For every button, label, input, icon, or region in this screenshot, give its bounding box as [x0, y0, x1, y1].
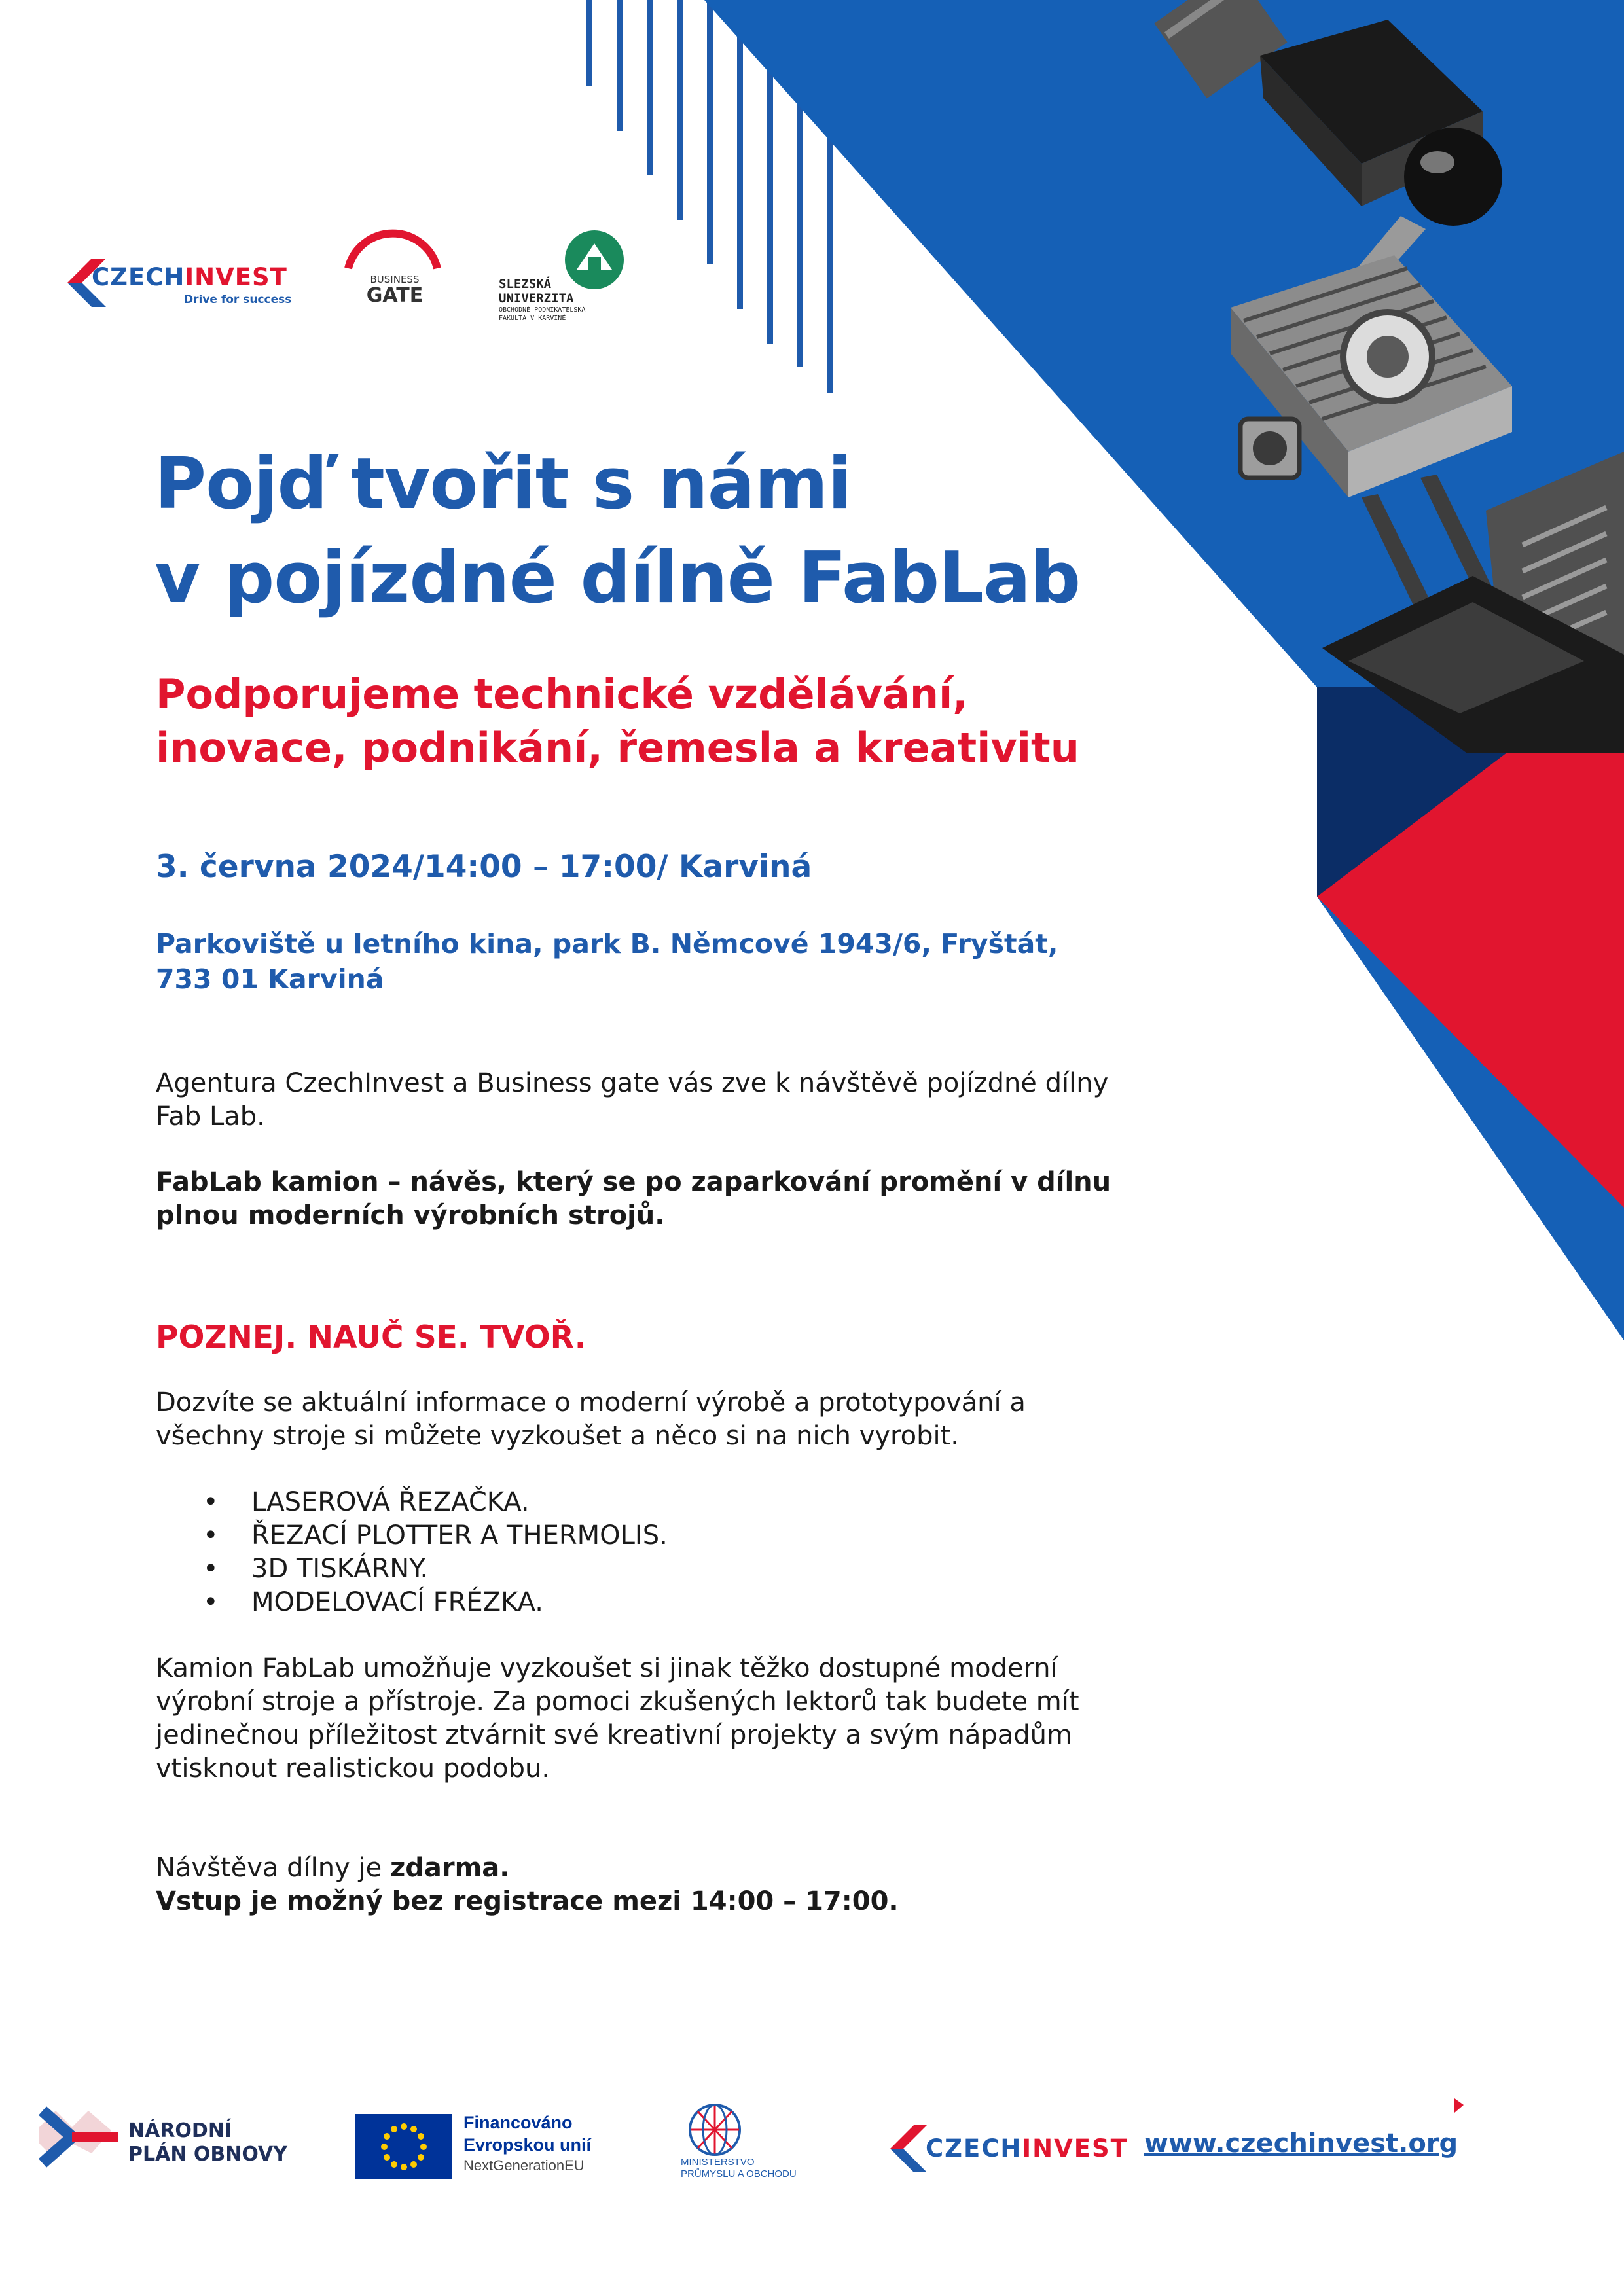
eu-funding-logo	[463, 2111, 591, 2176]
subheadline-line1: Podporujeme technické vzdělávání,	[156, 670, 968, 718]
headline-line1: Pojď tvořit s námi	[154, 443, 852, 525]
mpo-line1: MINISTERSTVO	[681, 2157, 755, 2168]
truck-line1: FabLab kamion – návěs, který se po zaparkování promění v dílnu	[156, 1167, 1111, 1197]
eu-line1: Financováno	[463, 2113, 573, 2132]
learn-paragraph	[156, 1386, 1026, 1453]
intro-line1: Agentura CzechInvest a Business gate vás zve k návštěvě pojízdné dílny	[156, 1068, 1109, 1098]
business-gate-logo	[359, 274, 431, 306]
subheadline	[156, 668, 1079, 775]
slu-line4: FAKULTA V KARVINÉ	[499, 315, 566, 322]
slu-line2: UNIVERZITA	[499, 291, 574, 306]
admission-free-line	[156, 1852, 899, 1885]
czechinvest-logo	[92, 264, 291, 306]
npo-logo	[128, 2119, 287, 2166]
npo-line2: PLÁN OBNOVY	[128, 2143, 287, 2166]
intro-paragraph	[156, 1067, 1108, 1134]
czechinvest-footer-czech: CZECH	[926, 2134, 1022, 2162]
description-paragraph	[156, 1652, 1079, 1785]
list-item: • LASEROVÁ ŘEZAČKA.	[156, 1486, 668, 1519]
admission-free: zdarma.	[389, 1853, 510, 1883]
intro-line2: Fab Lab.	[156, 1102, 265, 1132]
description-line3: jedinečnou příležitost ztvárnit své kreativní projekty a svým nápadům	[156, 1720, 1072, 1750]
learn-line2: všechny stroje si můžete vyzkoušet a něco si na nich vyrobit.	[156, 1421, 959, 1451]
description-line1: Kamion FabLab umožňuje vyzkoušet si jinak těžko dostupné moderní	[156, 1653, 1058, 1683]
eu-line3: NextGenerationEU	[463, 2157, 585, 2174]
slu-line3: OBCHODNĚ PODNIKATELSKÁ	[499, 306, 586, 314]
admission-entry: Vstup je možný bez registrace mezi 14:00 – 17:00.	[156, 1886, 899, 1916]
czechinvest-tagline: Drive for success	[184, 293, 292, 306]
event-address	[156, 926, 1058, 997]
admission-prefix: Návštěva dílny je	[156, 1853, 390, 1883]
npo-logo-icon	[39, 2111, 118, 2163]
subheadline-line2: inovace, podnikání, řemesla a kreativitu	[156, 724, 1079, 772]
czechinvest-logo-czech: CZECH	[92, 263, 185, 291]
mpo-line2: PRŮMYSLU A OBCHODU	[681, 2168, 797, 2179]
truck-line2: plnou moderních výrobních strojů.	[156, 1200, 665, 1230]
event-address-line1: Parkoviště u letního kina, park B. Němcové 1943/6, Fryštát,	[156, 928, 1058, 960]
event-address-line2: 733 01 Karviná	[156, 963, 384, 995]
headline-line2: v pojízdné dílně FabLab	[154, 537, 1081, 619]
czechinvest-footer-logo-icon	[890, 2125, 927, 2172]
slu-line1: SLEZSKÁ	[499, 277, 552, 291]
czechinvest-footer-logo	[926, 2134, 1128, 2162]
small-red-marker	[1454, 2098, 1464, 2113]
machines-list	[156, 1486, 668, 1619]
description-line2: výrobní stroje a přístroje. Za pomoci zkušených lektorů tak budete mít	[156, 1687, 1079, 1717]
slogan: POZNEJ. NAUČ SE. TVOŘ.	[156, 1319, 586, 1355]
mpo-logo	[681, 2157, 797, 2180]
czechinvest-logo-invest: INVEST	[185, 263, 287, 291]
eu-flag-icon	[355, 2114, 452, 2179]
description-line4: vtisknout realistickou podobu.	[156, 1753, 550, 1784]
list-item: • MODELOVACÍ FRÉZKA.	[156, 1586, 668, 1619]
eu-line2: Evropskou unií	[463, 2135, 592, 2155]
business-gate-arc-icon	[348, 234, 437, 268]
business-gate-line1: BUSINESS	[370, 274, 420, 285]
admission-paragraph	[156, 1852, 899, 1918]
mpo-globe-icon	[690, 2105, 740, 2155]
learn-line1: Dozvíte se aktuální informace o moderní výrobě a prototypování a	[156, 1388, 1026, 1418]
list-item: • 3D TISKÁRNY.	[156, 1552, 668, 1586]
event-date-time-place: 3. června 2024/14:00 – 17:00/ Karviná	[156, 849, 812, 885]
business-gate-line2: GATE	[366, 284, 424, 307]
list-item: • ŘEZACÍ PLOTTER A THERMOLIS.	[156, 1519, 668, 1552]
npo-line1: NÁRODNÍ	[128, 2119, 232, 2142]
website-link[interactable]: www.czechinvest.org	[1144, 2128, 1458, 2159]
slu-logo	[499, 277, 585, 323]
czechinvest-footer-invest: INVEST	[1022, 2134, 1128, 2162]
headline	[154, 437, 1080, 626]
truck-paragraph	[156, 1166, 1111, 1232]
